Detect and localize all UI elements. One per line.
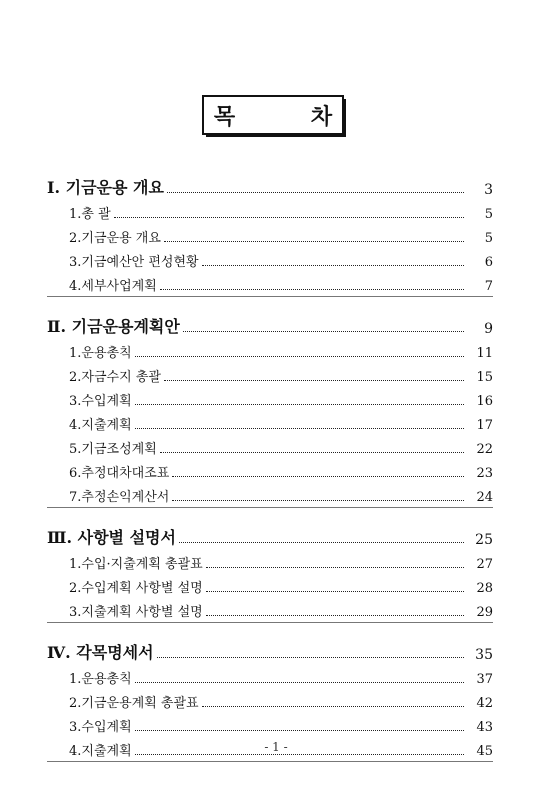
leader-dots xyxy=(206,590,464,592)
toc-item-page: 15 xyxy=(476,370,493,385)
leader-dots xyxy=(135,729,464,731)
toc-item-page: 42 xyxy=(476,696,493,711)
toc-item-label: 3.지출계획 사항별 설명 xyxy=(69,605,203,620)
toc-item-label: 3.수입계획 xyxy=(69,394,132,409)
toc-item-label: 5.기금조성계획 xyxy=(69,442,157,457)
toc-item-page: 16 xyxy=(476,394,493,409)
toc-item[interactable] xyxy=(47,222,493,246)
leader-dots xyxy=(135,355,464,357)
toc-item-label: 4.세부사업계획 xyxy=(69,279,157,294)
toc-heading-label: Ⅰ. 기금운용 개요 xyxy=(47,178,164,197)
section-divider xyxy=(47,296,493,297)
toc-item[interactable] xyxy=(47,457,493,481)
toc-item[interactable] xyxy=(47,433,493,457)
leader-dots xyxy=(167,191,464,193)
toc-item-label: 4.지출계획 xyxy=(69,418,132,433)
toc-item-page: 5 xyxy=(484,231,493,246)
leader-dots xyxy=(206,566,464,568)
toc-heading[interactable] xyxy=(47,518,493,548)
toc-section xyxy=(47,168,493,297)
leader-dots xyxy=(160,451,464,453)
toc-item-page: 11 xyxy=(476,346,493,361)
leader-dots xyxy=(206,614,464,616)
toc-item-page: 22 xyxy=(476,442,493,457)
toc-heading-page: 35 xyxy=(475,647,493,663)
leader-dots xyxy=(183,330,464,332)
toc-item-page: 17 xyxy=(476,418,493,433)
leader-dots xyxy=(135,403,464,405)
toc-item-label: 1.운용총칙 xyxy=(69,672,132,687)
page-title: 목 차 xyxy=(213,103,367,130)
section-divider xyxy=(47,507,493,508)
toc-item[interactable] xyxy=(47,270,493,294)
toc-item[interactable] xyxy=(47,409,493,433)
toc-section xyxy=(47,518,493,623)
toc-item[interactable] xyxy=(47,548,493,572)
leader-dots xyxy=(135,427,464,429)
toc-item-label: 6.추정대차대조표 xyxy=(69,466,170,481)
toc-item-label: 3.기금예산안 편성현황 xyxy=(69,255,199,270)
toc-item-label: 1.운용총칙 xyxy=(69,346,132,361)
toc-item-label: 2.자금수지 총괄 xyxy=(69,370,161,385)
toc-item-page: 29 xyxy=(476,605,493,620)
leader-dots xyxy=(202,705,464,707)
toc-item-page: 5 xyxy=(484,207,493,222)
toc-heading[interactable] xyxy=(47,307,493,337)
leader-dots xyxy=(172,475,464,477)
leader-dots xyxy=(135,681,464,683)
toc-item-label: 1.수입·지출계획 총괄표 xyxy=(69,557,203,572)
toc-item-page: 37 xyxy=(476,672,493,687)
toc-item[interactable] xyxy=(47,385,493,409)
toc-heading-label: Ⅲ. 사항별 설명서 xyxy=(47,528,176,547)
toc-item[interactable] xyxy=(47,711,493,735)
toc-item-page: 6 xyxy=(484,255,493,270)
toc-item[interactable] xyxy=(47,572,493,596)
leader-dots xyxy=(179,541,464,543)
section-divider xyxy=(47,761,493,762)
toc-item-label: 2.기금운용계획 총괄표 xyxy=(69,696,199,711)
toc-item-page: 7 xyxy=(484,279,493,294)
leader-dots xyxy=(172,499,464,501)
title-frame xyxy=(202,95,367,135)
leader-dots xyxy=(164,240,464,242)
toc-heading-label: Ⅳ. 각목명세서 xyxy=(47,643,154,662)
leader-dots xyxy=(114,216,464,218)
page-number: - 1 - xyxy=(264,740,288,754)
toc-item-label: 1.총 괄 xyxy=(69,207,111,222)
toc-item[interactable] xyxy=(47,481,493,505)
toc-heading[interactable] xyxy=(47,633,493,663)
toc-item[interactable] xyxy=(47,596,493,620)
toc-heading-page: 9 xyxy=(484,321,493,337)
toc-item-page: 23 xyxy=(476,466,493,481)
toc-heading-page: 3 xyxy=(484,182,493,198)
toc-item-page: 45 xyxy=(476,744,493,759)
leader-dots xyxy=(157,656,464,658)
toc-item-label: 3.수입계획 xyxy=(69,720,132,735)
toc-item-label: 2.수입계획 사항별 설명 xyxy=(69,581,203,596)
toc-item[interactable] xyxy=(47,246,493,270)
leader-dots xyxy=(164,379,464,381)
table-of-contents xyxy=(47,168,493,772)
toc-item[interactable] xyxy=(47,198,493,222)
toc-item[interactable] xyxy=(47,337,493,361)
toc-title-box xyxy=(202,95,367,141)
toc-item-label: 7.추정손익계산서 xyxy=(69,490,170,505)
toc-item[interactable] xyxy=(47,663,493,687)
toc-heading-page: 25 xyxy=(475,532,493,548)
leader-dots xyxy=(160,288,464,290)
leader-dots xyxy=(202,264,464,266)
toc-item-page: 28 xyxy=(476,581,493,596)
section-divider xyxy=(47,622,493,623)
toc-item-page: 27 xyxy=(476,557,493,572)
toc-item-label: 2.기금운용 개요 xyxy=(69,231,161,246)
toc-heading-label: Ⅱ. 기금운용계획안 xyxy=(47,317,180,336)
toc-item-page: 43 xyxy=(476,720,493,735)
toc-item[interactable] xyxy=(47,687,493,711)
toc-section xyxy=(47,307,493,508)
toc-item-label: 4.지출계획 xyxy=(69,744,132,759)
toc-heading[interactable] xyxy=(47,168,493,198)
toc-item-page: 24 xyxy=(476,490,493,505)
toc-item[interactable] xyxy=(47,361,493,385)
